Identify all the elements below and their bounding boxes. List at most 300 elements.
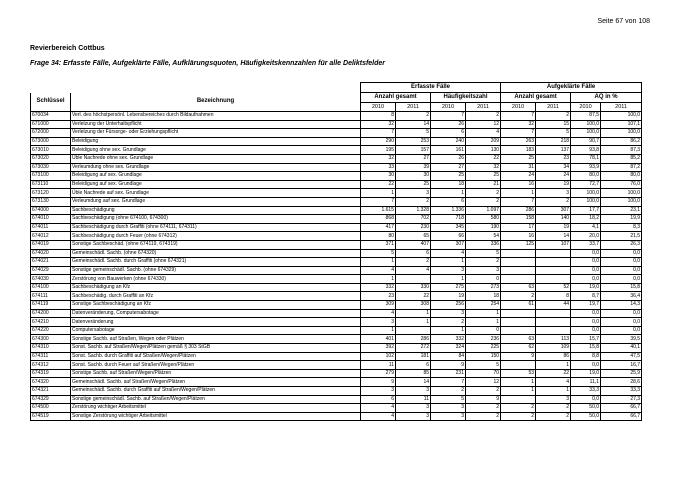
aufgeklaert-2010: 63 [501, 283, 536, 292]
table-row [31, 344, 642, 353]
hz-2011: 1.097 [466, 206, 501, 215]
aufgeklaert-2011: 19 [536, 223, 571, 232]
aufgeklaert-2011: 113 [536, 335, 571, 344]
aq-2010: 90,7 [571, 137, 601, 146]
erfasst-2010: 371 [361, 240, 396, 249]
aq-2011: 0,0 [601, 309, 642, 318]
row-description: Sonstige Sachb. auf Straßen, Wegen oder Plätzen [71, 335, 361, 344]
aufgeklaert-2010: 183 [501, 146, 536, 155]
hz-2011: 336 [466, 240, 501, 249]
hz-2011: 273 [466, 283, 501, 292]
table-row [31, 369, 642, 378]
table-row [31, 223, 642, 232]
aq-2011: 0,0 [601, 326, 642, 335]
hz-2010: 240 [431, 137, 466, 146]
row-description: Gemeinschädl. Sachb. auf Straßen/Wegen/Plätzen [71, 378, 361, 387]
aq-2011: 80,0 [601, 172, 642, 181]
aufgeklaert-2010: 286 [501, 206, 536, 215]
row-key: 674311 [31, 352, 71, 361]
table-row [31, 189, 642, 198]
table-row [31, 275, 642, 284]
aq-2011: 47,5 [601, 352, 642, 361]
aq-2011: 86,2 [601, 137, 642, 146]
erfasst-2011: 30 [396, 172, 431, 181]
hz-2011: 1 [466, 309, 501, 318]
aq-2010: 0,0 [571, 309, 601, 318]
aq-2010: 15,7 [571, 335, 601, 344]
row-key: 674019 [31, 240, 71, 249]
aufgeklaert-2011: 14 [536, 232, 571, 241]
erfasst-2011: 286 [396, 335, 431, 344]
erfasst-2011: 14 [396, 378, 431, 387]
aufgeklaert-2010: 263 [501, 137, 536, 146]
erfasst-2011: 25 [396, 180, 431, 189]
erfasst-2011: 1 [396, 309, 431, 318]
table-row [31, 137, 642, 146]
table-row [31, 232, 642, 241]
aufgeklaert-2011: 140 [536, 215, 571, 224]
aq-2010: 33,7 [571, 240, 601, 249]
erfasst-2011: 14 [396, 120, 431, 129]
erfasst-2010: 868 [361, 215, 396, 224]
hz-2010: 324 [431, 344, 466, 353]
erfasst-2011: 3 [396, 412, 431, 421]
aq-2010: 100,0 [571, 129, 601, 138]
row-description: Sachbeschädigung (ohne 674100, 674300) [71, 215, 361, 224]
erfasst-2011: 27 [396, 154, 431, 163]
row-key: 674011 [31, 223, 71, 232]
erfasst-2011: 3 [396, 387, 431, 396]
hz-2011: 236 [466, 335, 501, 344]
aq-2010: 0,0 [571, 361, 601, 370]
row-key: 674111 [31, 292, 71, 301]
row-key: 673100 [31, 172, 71, 181]
header-year-2011: 2011 [601, 103, 642, 112]
row-description: Verl. des höchstpersönl. Lebensbereiches durch Bildaufnahmen [71, 112, 361, 121]
hz-2010: 7 [431, 378, 466, 387]
erfasst-2011 [396, 326, 431, 335]
row-key: 674100 [31, 283, 71, 292]
erfasst-2011: 181 [396, 352, 431, 361]
aq-2010: 19,0 [571, 283, 601, 292]
table-row [31, 335, 642, 344]
erfasst-2010: 3 [361, 387, 396, 396]
erfasst-2011: 6 [396, 361, 431, 370]
aufgeklaert-2011: 218 [536, 137, 571, 146]
erfasst-2010: 5 [361, 249, 396, 258]
aufgeklaert-2010: 16 [501, 232, 536, 241]
aq-2010: 87,5 [571, 112, 601, 121]
erfasst-2011: 2 [396, 258, 431, 267]
row-description: Sonstige Sachbeschäd. (ohne 674119, 674319) [71, 240, 361, 249]
row-description: Beleidigung auf sex. Grundlage [71, 172, 361, 181]
page-number: Seite 67 von 108 [597, 18, 650, 25]
aq-2010: 0,0 [571, 326, 601, 335]
aufgeklaert-2011: 137 [536, 146, 571, 155]
erfasst-2010: 9 [361, 378, 396, 387]
header-erfasste: Erfasste Fälle [361, 83, 501, 93]
row-key: 674319 [31, 369, 71, 378]
erfasst-2010: 1 [361, 189, 396, 198]
header-aufgeklaerte: Aufgeklärte Fälle [501, 83, 642, 93]
aufgeklaert-2010: 9 [501, 352, 536, 361]
aq-2011: 15,8 [601, 283, 642, 292]
aufgeklaert-2011: 1 [536, 387, 571, 396]
erfasst-2011: 22 [396, 292, 431, 301]
aq-2010: 100,0 [571, 189, 601, 198]
erfasst-2010: 1 [361, 258, 396, 267]
aq-2010: 0,0 [571, 266, 601, 275]
row-key: 670034 [31, 112, 71, 121]
erfasst-2010: 32 [361, 154, 396, 163]
row-key: 674500 [31, 404, 71, 413]
row-description: Sonstige gemeinschädl. Sachb. auf Straßen/Wegen/Plätzen [71, 395, 361, 404]
row-key: 674519 [31, 412, 71, 421]
row-key: 673030 [31, 163, 71, 172]
row-description: Datenveränderung [71, 318, 361, 327]
aufgeklaert-2011: 3 [536, 395, 571, 404]
header-schluessel: Schlüssel [31, 93, 71, 112]
erfasst-2010: 32 [361, 120, 396, 129]
aq-2010: 100,0 [571, 120, 601, 129]
table-row [31, 412, 642, 421]
aq-2011: 39,5 [601, 335, 642, 344]
aufgeklaert-2011: 109 [536, 344, 571, 353]
aq-2010: 0,0 [571, 258, 601, 267]
header-haeufigkeitszahl: Häufigkeitszahl [431, 93, 501, 103]
hz-2011: 21 [466, 180, 501, 189]
aq-2011: 100,0 [601, 189, 642, 198]
hz-2011: 580 [466, 215, 501, 224]
header-year-2010: 2010 [361, 103, 396, 112]
erfasst-2011: 1 [396, 318, 431, 327]
region-title: Revierbereich Cottbus [30, 45, 105, 52]
row-key: 674000 [31, 206, 71, 215]
aufgeklaert-2010 [501, 326, 536, 335]
erfasst-2011: 2 [396, 197, 431, 206]
table-row [31, 172, 642, 181]
erfasst-2010: 102 [361, 352, 396, 361]
hz-2010: 5 [431, 395, 466, 404]
row-key: 672000 [31, 129, 71, 138]
aq-2011: 8,3 [601, 223, 642, 232]
aq-2010: 80,0 [571, 172, 601, 181]
row-description: Zerstörung von Bauwerken (ohne 674330) [71, 275, 361, 284]
erfasst-2010: 4 [361, 266, 396, 275]
table-row [31, 120, 642, 129]
hz-2010: 27 [431, 163, 466, 172]
hz-2010: 6 [431, 129, 466, 138]
row-description: Sonst. Sachb. durch Graffiti auf Straßen/Wegen/Plätzen [71, 352, 361, 361]
hz-2011: 9 [466, 395, 501, 404]
erfasst-2011: 702 [396, 215, 431, 224]
aufgeklaert-2010 [501, 361, 536, 370]
hz-2011: 4 [466, 129, 501, 138]
aufgeklaert-2011: 2 [536, 412, 571, 421]
hz-2011: 32 [466, 163, 501, 172]
row-description: Datenveränderung, Computersabotage [71, 309, 361, 318]
table-row [31, 395, 642, 404]
erfasst-2010: 3 [361, 318, 396, 327]
erfasst-2011: 1.328 [396, 206, 431, 215]
aufgeklaert-2011: 86 [536, 352, 571, 361]
row-description: Sonst. Sachb. auf Straßen/Wegen/Plätzen gemäß § 303 StGB [71, 344, 361, 353]
table-row [31, 249, 642, 258]
row-description: Sonstige Sachb. auf Straßen/Wegen/Plätzen [71, 369, 361, 378]
row-key: 674329 [31, 395, 71, 404]
aq-2010: 93,8 [571, 146, 601, 155]
aq-2010: 8,7 [571, 292, 601, 301]
aq-2011: 107,1 [601, 120, 642, 129]
row-key: 673110 [31, 180, 71, 189]
row-description: Sachbeschädig. durch Graffiti an Kfz [71, 292, 361, 301]
aufgeklaert-2011: 19 [536, 180, 571, 189]
hz-2010: 26 [431, 120, 466, 129]
aufgeklaert-2010: 31 [501, 163, 536, 172]
hz-2011: 2 [466, 404, 501, 413]
erfasst-2011: 330 [396, 283, 431, 292]
aufgeklaert-2010: 16 [501, 180, 536, 189]
row-description: Beleidigung [71, 137, 361, 146]
hz-2011: 12 [466, 120, 501, 129]
aq-2011: 0,0 [601, 258, 642, 267]
erfasst-2011: 308 [396, 301, 431, 310]
aq-2011: 66,7 [601, 404, 642, 413]
table-row [31, 326, 642, 335]
hz-2010: 275 [431, 283, 466, 292]
aufgeklaert-2011 [536, 266, 571, 275]
table-row [31, 283, 642, 292]
hz-2010: 1 [431, 326, 466, 335]
hz-2010: 9 [431, 361, 466, 370]
aq-2011: 100,0 [601, 112, 642, 121]
hz-2011: 5 [466, 361, 501, 370]
erfasst-2011: 2 [396, 112, 431, 121]
row-key: 673000 [31, 137, 71, 146]
hz-2011: 5 [466, 249, 501, 258]
aufgeklaert-2011 [536, 258, 571, 267]
aufgeklaert-2010: 125 [501, 240, 536, 249]
aufgeklaert-2010: 63 [501, 335, 536, 344]
row-key: 674119 [31, 301, 71, 310]
aufgeklaert-2010: 32 [501, 120, 536, 129]
row-key: 673120 [31, 189, 71, 198]
erfasst-2010: 392 [361, 344, 396, 353]
erfasst-2010: 4 [361, 404, 396, 413]
table-row [31, 206, 642, 215]
erfasst-2011: 85 [396, 369, 431, 378]
header-year-2011: 2011 [396, 103, 431, 112]
aufgeklaert-2011: 15 [536, 120, 571, 129]
erfasst-2010: 1 [361, 326, 396, 335]
aufgeklaert-2010 [501, 249, 536, 258]
row-description: Sachbeschädigung durch Graffiti (ohne 674111, 674311) [71, 223, 361, 232]
aufgeklaert-2010: 61 [501, 301, 536, 310]
aufgeklaert-2010: 1 [501, 189, 536, 198]
hz-2011: 22 [466, 154, 501, 163]
row-key: 674210 [31, 318, 71, 327]
aq-2010: 0,0 [571, 395, 601, 404]
aq-2011: 16,7 [601, 361, 642, 370]
table-row [31, 112, 642, 121]
aufgeklaert-2011: 5 [536, 129, 571, 138]
header-bezeichnung: Bezeichnung [71, 93, 361, 112]
row-key: 671000 [31, 120, 71, 129]
aq-2011: 36,4 [601, 292, 642, 301]
hz-2010: 161 [431, 146, 466, 155]
hz-2010: 332 [431, 335, 466, 344]
aufgeklaert-2010: 7 [501, 197, 536, 206]
aq-2011: 33,3 [601, 387, 642, 396]
hz-2010: 1 [431, 189, 466, 198]
aq-2011: 23,1 [601, 206, 642, 215]
aufgeklaert-2010: 25 [501, 154, 536, 163]
aufgeklaert-2010: 1 [501, 378, 536, 387]
erfasst-2011: 65 [396, 232, 431, 241]
row-key: 674220 [31, 326, 71, 335]
row-description: Verletzung der Unterhaltspflicht [71, 120, 361, 129]
aq-2011: 26,3 [601, 240, 642, 249]
hz-2011: 25 [466, 172, 501, 181]
aq-2010: 100,0 [571, 197, 601, 206]
aq-2011: 21,5 [601, 232, 642, 241]
erfasst-2011: 6 [396, 249, 431, 258]
aufgeklaert-2011: 52 [536, 283, 571, 292]
hz-2011: 190 [466, 223, 501, 232]
row-key: 674200 [31, 309, 71, 318]
erfasst-2011: 3 [396, 189, 431, 198]
erfasst-2010: 417 [361, 223, 396, 232]
aq-2010: 19,7 [571, 301, 601, 310]
row-description: Verleumdung ohne sex. Grundlage [71, 163, 361, 172]
aufgeklaert-2011: 8 [536, 292, 571, 301]
aufgeklaert-2010 [501, 318, 536, 327]
erfasst-2010: 6 [361, 395, 396, 404]
erfasst-2010: 332 [361, 283, 396, 292]
aufgeklaert-2011: 3 [536, 189, 571, 198]
erfasst-2011: 407 [396, 240, 431, 249]
table-row [31, 378, 642, 387]
row-key: 674020 [31, 249, 71, 258]
row-key: 674029 [31, 266, 71, 275]
aufgeklaert-2010 [501, 309, 536, 318]
aq-2010: 0,0 [571, 318, 601, 327]
aufgeklaert-2011: 24 [536, 172, 571, 181]
aufgeklaert-2010 [501, 395, 536, 404]
aq-2011: 87,2 [601, 163, 642, 172]
aq-2011: 0,0 [601, 249, 642, 258]
table-subtitle: Frage 34: Erfasste Fälle, Aufgeklärte Fälle, Aufklärungsquoten, Häufigkeitskennzahlen für alle Deliktsfelder [30, 60, 386, 67]
row-description: Üble Nachrede auf sex. Grundlage [71, 189, 361, 198]
aufgeklaert-2011: 44 [536, 301, 571, 310]
aq-2011: 0,0 [601, 275, 642, 284]
row-key: 673020 [31, 154, 71, 163]
row-description: Zerstörung wichtiger Arbeitsmittel [71, 404, 361, 413]
row-description: Gemeinschädl. Sachb. (ohne 674320) [71, 249, 361, 258]
aufgeklaert-2011: 307 [536, 206, 571, 215]
table-row [31, 309, 642, 318]
aufgeklaert-2010: 24 [501, 172, 536, 181]
row-key: 674012 [31, 232, 71, 241]
aufgeklaert-2011 [536, 326, 571, 335]
hz-2010: 19 [431, 292, 466, 301]
row-description: Computersabotage [71, 326, 361, 335]
hz-2011: 130 [466, 146, 501, 155]
aufgeklaert-2010: 2 [501, 404, 536, 413]
hz-2010: 6 [431, 197, 466, 206]
erfasst-2010: 290 [361, 137, 396, 146]
hz-2011: 2 [466, 387, 501, 396]
table-row [31, 292, 642, 301]
table-row [31, 180, 642, 189]
aq-2011: 19,9 [601, 215, 642, 224]
hz-2011: 18 [466, 292, 501, 301]
erfasst-2011: 11 [396, 395, 431, 404]
erfasst-2011: 253 [396, 137, 431, 146]
hz-2011: 1 [466, 318, 501, 327]
row-description: Sonstige Zerstörung wichtiger Arbeitsmittel [71, 412, 361, 421]
hz-2010: 1 [431, 258, 466, 267]
table-row [31, 404, 642, 413]
hz-2011: 225 [466, 344, 501, 353]
row-key: 674321 [31, 387, 71, 396]
row-key: 674030 [31, 275, 71, 284]
erfasst-2010: 401 [361, 335, 396, 344]
crime-statistics-table [30, 82, 642, 421]
aufgeklaert-2011: 4 [536, 378, 571, 387]
row-description: Sonstige gemeinschädl. Sachb. (ohne 674329) [71, 266, 361, 275]
erfasst-2011: 39 [396, 163, 431, 172]
table-row [31, 301, 642, 310]
aufgeklaert-2010: 53 [501, 369, 536, 378]
erfasst-2010: 7 [361, 197, 396, 206]
aufgeklaert-2011: 34 [536, 163, 571, 172]
aq-2011: 25,9 [601, 369, 642, 378]
aq-2010: 11,1 [571, 378, 601, 387]
table-row [31, 258, 642, 267]
aq-2010: 4,1 [571, 223, 601, 232]
aq-2011: 76,0 [601, 180, 642, 189]
erfasst-2010: 80 [361, 232, 396, 241]
row-key: 674312 [31, 361, 71, 370]
hz-2011: 12 [466, 378, 501, 387]
header-year-2010: 2010 [431, 103, 466, 112]
hz-2011: 2 [466, 189, 501, 198]
aufgeklaert-2010 [501, 266, 536, 275]
row-description: Beleidigung ohne sex. Grundlage [71, 146, 361, 155]
erfasst-2011: 4 [396, 266, 431, 275]
aq-2011: 28,6 [601, 378, 642, 387]
hz-2011: 2 [466, 112, 501, 121]
hz-2010: 3 [431, 309, 466, 318]
hz-2011: 70 [466, 369, 501, 378]
aufgeklaert-2010: 62 [501, 344, 536, 353]
erfasst-2010: 279 [361, 369, 396, 378]
erfasst-2011: 230 [396, 223, 431, 232]
aq-2011: 100,0 [601, 129, 642, 138]
hz-2011: 2 [466, 258, 501, 267]
header-aq: AQ in % [571, 93, 642, 103]
hz-2010: 1.336 [431, 206, 466, 215]
aufgeklaert-2011 [536, 309, 571, 318]
aq-2010: 78,1 [571, 154, 601, 163]
aq-2010: 93,9 [571, 163, 601, 172]
table-row [31, 361, 642, 370]
hz-2010: 66 [431, 232, 466, 241]
erfasst-2010: 33 [361, 163, 396, 172]
erfasst-2010: 8 [361, 112, 396, 121]
table-row [31, 266, 642, 275]
